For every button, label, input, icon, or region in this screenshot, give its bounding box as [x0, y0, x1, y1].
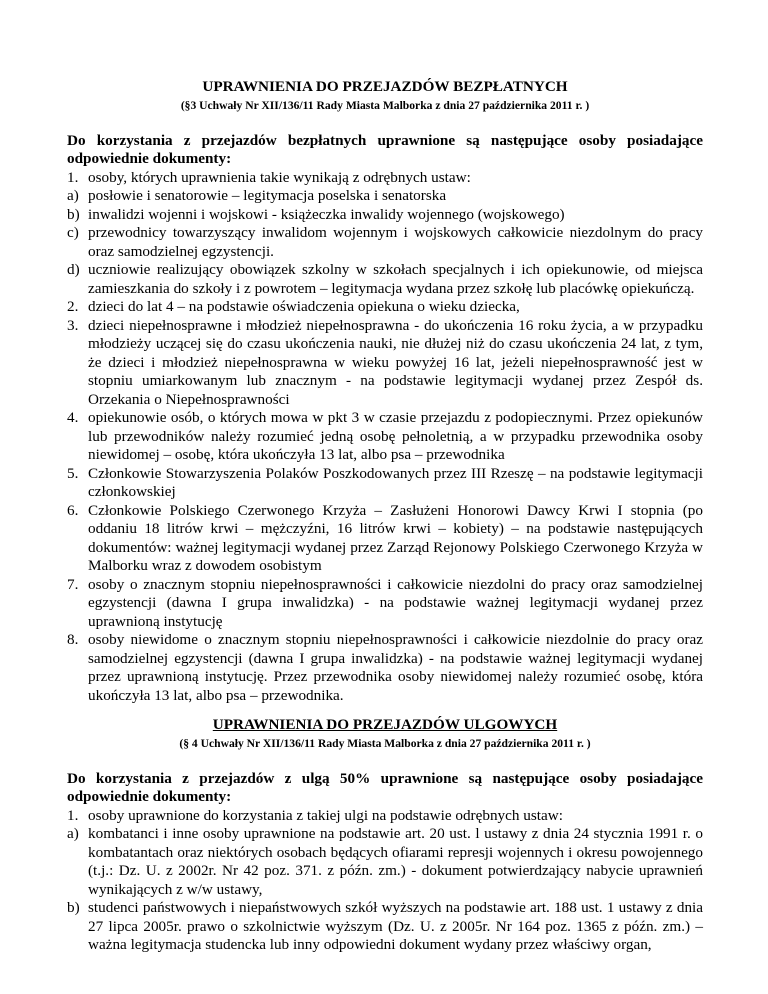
list-item — [67, 317, 703, 410]
list-item — [67, 298, 703, 317]
spacer — [67, 751, 703, 770]
list-item — [67, 409, 703, 465]
list-item-text: posłowie i senatorowie – legitymacja poselska i senatorska — [88, 187, 447, 204]
list-marker: 8. — [67, 631, 79, 648]
list-marker: 2. — [67, 298, 79, 315]
section1-intro: Do korzystania z przejazdów bezpłatnych uprawnione są następujące osoby posiadające odpowiednie dokumenty: — [67, 131, 703, 167]
list-marker: b) — [67, 205, 80, 223]
list-item — [67, 576, 703, 632]
list-marker: 4. — [67, 409, 79, 426]
list-item — [67, 465, 703, 502]
section1-subtitle: (§3 Uchwały Nr XII/136/11 Rady Miasta Malborka z dnia 27 października 2011 r. ) — [180, 98, 590, 112]
list-item-text: przewodnicy towarzyszący inwalidom wojennym i wojskowych całkowicie niezdolnym do pracy oraz samodzielnej egzystencji. — [88, 224, 703, 260]
list-marker: 5. — [67, 464, 79, 482]
spacer — [67, 113, 703, 132]
list-item-text: Członkowie Stowarzyszenia Polaków Poszkodowanych przez III Rzeszę – na podstawie legitymacji członkowskiej — [88, 464, 703, 500]
list-item-text: osoby o znacznym stopniu niepełnosprawności i całkowicie niezdolni do pracy oraz samodzielnej egzystencji (dawna I grupa inwalidzka) - na podstawie ważnej legitymacji wydanej przez uprawnioną instytucję — [88, 575, 703, 630]
list-item — [67, 187, 703, 206]
list-marker: 6. — [67, 501, 79, 519]
list-marker: d) — [67, 261, 80, 278]
spacer — [67, 705, 703, 716]
list-item-text: Członkowie Polskiego Czerwonego Krzyża – Zasłużeni Honorowi Dawcy Krwi I stopnia (po oddaniu 18 litrów krwi – mężczyźni, 16 litrów krwi – kobiety) – na podstawie następujących dokumentów: ważnej legitymacji wydanej przez Zarząd Rejonowy Polskiego Czerwonego Krzyża w Malborku wraz z dowodem osobistym — [88, 501, 703, 574]
list-item-text: inwalidzi wojenni i wojskowi - książeczka inwalidy wojennego (wojskowego) — [88, 205, 565, 223]
list-item — [67, 807, 703, 826]
list-item-text: osoby uprawnione do korzystania z takiej ulgi na podstawie odrębnych ustaw: — [88, 806, 563, 824]
list-marker: 3. — [67, 316, 79, 334]
list-item — [67, 261, 703, 298]
list-item-text: opiekunowie osób, o których mowa w pkt 3 w czasie przejazdu z podopiecznymi. Przez opiekunów lub przewodników należy rozumieć jedną osobę pełnoletnią, a w przypadku przewodnika osoby niewidomej – osobę, która ukończyła 13 lat, albo psa – przewodnika — [88, 409, 703, 463]
list-item — [67, 502, 703, 576]
list-item-text: osoby niewidome o znacznym stopniu niepełnosprawności i całkowicie niezdolnie do pracy oraz samodzielnej egzystencji (dawna I grupa inwalidzka) - na podstawie ważnej legitymacji wydanej przez uprawnioną instytucję. Przez przewodnika osoby niewidomej należy rozumieć osobę, która ukończyła 13 lat, albo psa – przewodnika. — [88, 631, 703, 704]
list-item-text: kombatanci i inne osoby uprawnione na podstawie art. 20 ust. l ustawy z dnia 24 stycznia 1991 r. o kombatantach oraz niektórych osobach będących ofiarami represji wojennych i okresu powojennego (t.j.: Dz. U. z 2002r. Nr 42 poz. 371. z późn. zm.) - dokument potwierdzający nabycie uprawnień wynikających z w/w ustawy, — [88, 825, 703, 898]
section2-intro: Do korzystania z przejazdów z ulgą 50% uprawnione są następujące osoby posiadające odpowiednie dokumenty: — [67, 769, 703, 805]
list-marker: a) — [67, 187, 79, 204]
list-marker: 1. — [67, 168, 79, 186]
list-item — [67, 169, 703, 188]
section1-list — [67, 169, 703, 706]
list-item — [67, 825, 703, 899]
list-marker: a) — [67, 825, 79, 842]
list-item-text: dzieci do lat 4 – na podstawie oświadczenia opiekuna o wieku dziecka, — [88, 298, 520, 315]
list-marker: 7. — [67, 575, 79, 593]
list-item — [67, 206, 703, 225]
list-item-text: studenci państwowych i niepaństwowych szkół wyższych na podstawie art. 188 ust. 1 ustawy z dnia 27 lipca 2005r. prawo o szkolnictwie wyższym (Dz. U. z 2005r. Nr 164 poz. 1365 z późn. zm.) – ważna legitymacja studencka lub inny odpowiedni dokument wydany przez właściwy organ, — [88, 899, 703, 953]
section2-subtitle: (§ 4 Uchwały Nr XII/136/11 Rady Miasta Malborka z dnia 27 października 2011 r. ) — [179, 736, 591, 750]
section1-title: UPRAWNIENIA DO PRZEJAZDÓW BEZPŁATNYCH — [202, 78, 568, 95]
list-item-text: dzieci niepełnosprawne i młodzież niepełnosprawna - do ukończenia 16 roku życia, a w przypadku młodzieży uczącej się do czasu ukończenia nauki, nie dłużej niż do czasu ukończenia 24 lat, z tym, że dzieci i młodzież niepełnosprawna w wieku powyżej 16 lat, jeżeli niepełnosprawność jest w stopniu umiarkowanym lub znacznym - na podstawie legitymacji wydanej przez Zespół ds. Orzekania o Niepełnosprawności — [88, 316, 703, 408]
list-marker: b) — [67, 899, 80, 916]
section2-list — [67, 807, 703, 955]
list-marker: c) — [67, 224, 79, 241]
list-item-text: osoby, których uprawnienia takie wynikają z odrębnych ustaw: — [88, 168, 471, 186]
list-item — [67, 224, 703, 261]
section2-title: UPRAWNIENIA DO PRZEJAZDÓW ULGOWYCH — [212, 716, 558, 733]
list-item — [67, 899, 703, 955]
list-item — [67, 631, 703, 705]
document-content — [67, 78, 703, 955]
list-item-text: uczniowie realizujący obowiązek szkolny w szkołach specjalnych i ich opiekunowie, od miejsca zamieszkania do szkoły i z powrotem – legitymacja wydana przez szkołę lub placówkę opiekuńczą. — [88, 261, 703, 297]
list-marker: 1. — [67, 806, 79, 824]
